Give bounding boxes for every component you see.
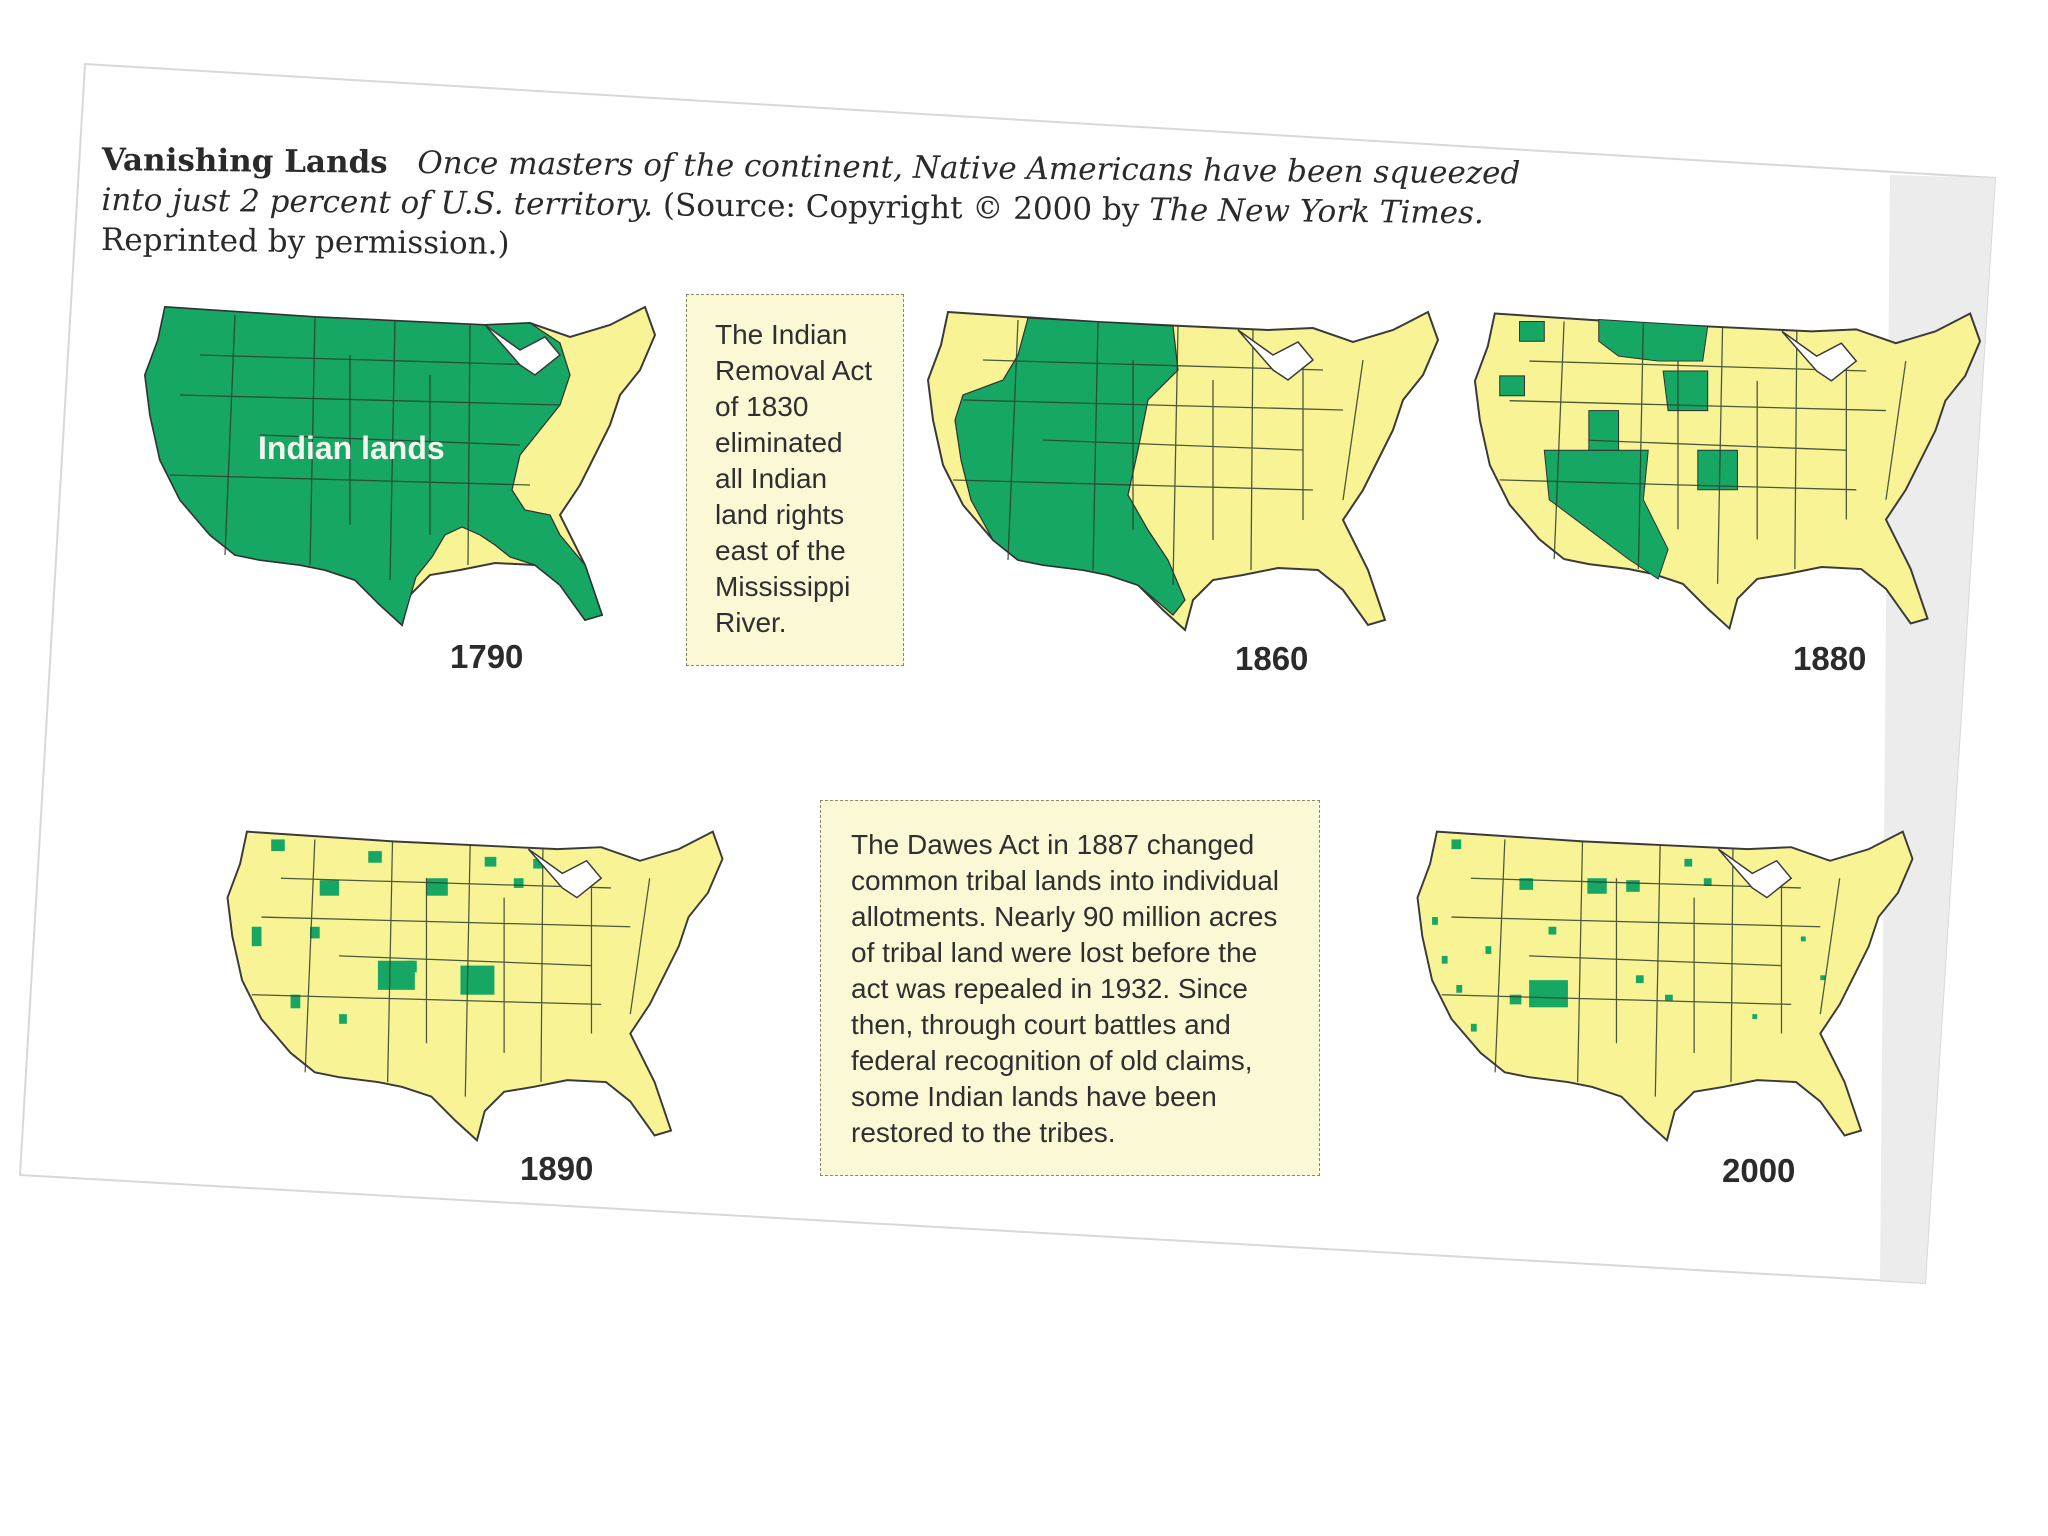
figure-caption xyxy=(101,140,1562,274)
caption-title: Vanishing Lands xyxy=(101,141,388,181)
note-line: restored to the tribes. xyxy=(851,1117,1116,1148)
caption-source-suffix: Reprinted by permission.) xyxy=(100,221,510,262)
caption-source-publication: The New York Times. xyxy=(1148,192,1485,232)
map-1880 xyxy=(1470,300,1985,640)
note-line: east of the xyxy=(715,535,846,566)
map-1860 xyxy=(918,300,1448,640)
note-line: Removal Act xyxy=(715,355,873,386)
map-2000 xyxy=(1400,820,1930,1150)
note-line: eliminated xyxy=(715,427,843,458)
note-line: common tribal lands into individual xyxy=(851,865,1279,896)
map-1890 xyxy=(210,820,740,1150)
caption-source-prefix: (Source: Copyright © 2000 by xyxy=(662,187,1140,228)
note-line: The Dawes Act in 1887 changed xyxy=(851,829,1255,860)
note-dawes-act xyxy=(820,800,1320,1176)
map-year-1790: 1790 xyxy=(450,638,524,675)
note-indian-removal-act xyxy=(686,294,904,666)
map-label-indian-lands: Indian lands xyxy=(258,430,445,466)
map-year-1880: 1880 xyxy=(1793,640,1867,677)
note-line: allotments. Nearly 90 million acres xyxy=(851,901,1278,932)
note-line: Mississippi xyxy=(715,571,851,602)
caption-text: Once masters of the continent, Native Americans have been squeezed into just 2 percent of U.S. territory. xyxy=(101,145,1521,224)
note-line: River. xyxy=(715,607,787,638)
note-line: federal recognition of old claims, xyxy=(851,1045,1253,1076)
map-year-1860: 1860 xyxy=(1235,640,1309,677)
map-year-2000: 2000 xyxy=(1722,1152,1796,1189)
note-line: of 1830 xyxy=(715,391,809,422)
note-line: all Indian xyxy=(715,463,828,494)
note-line: then, through court battles and xyxy=(851,1009,1231,1040)
map-year-1890: 1890 xyxy=(520,1150,594,1187)
note-line: The Indian xyxy=(715,319,848,350)
note-line: of tribal land were lost before the xyxy=(851,937,1258,968)
note-line: some Indian lands have been xyxy=(851,1081,1217,1112)
note-line: act was repealed in 1932. Since xyxy=(851,973,1248,1004)
note-line: land rights xyxy=(715,499,845,530)
us-outline xyxy=(1418,832,1913,1141)
